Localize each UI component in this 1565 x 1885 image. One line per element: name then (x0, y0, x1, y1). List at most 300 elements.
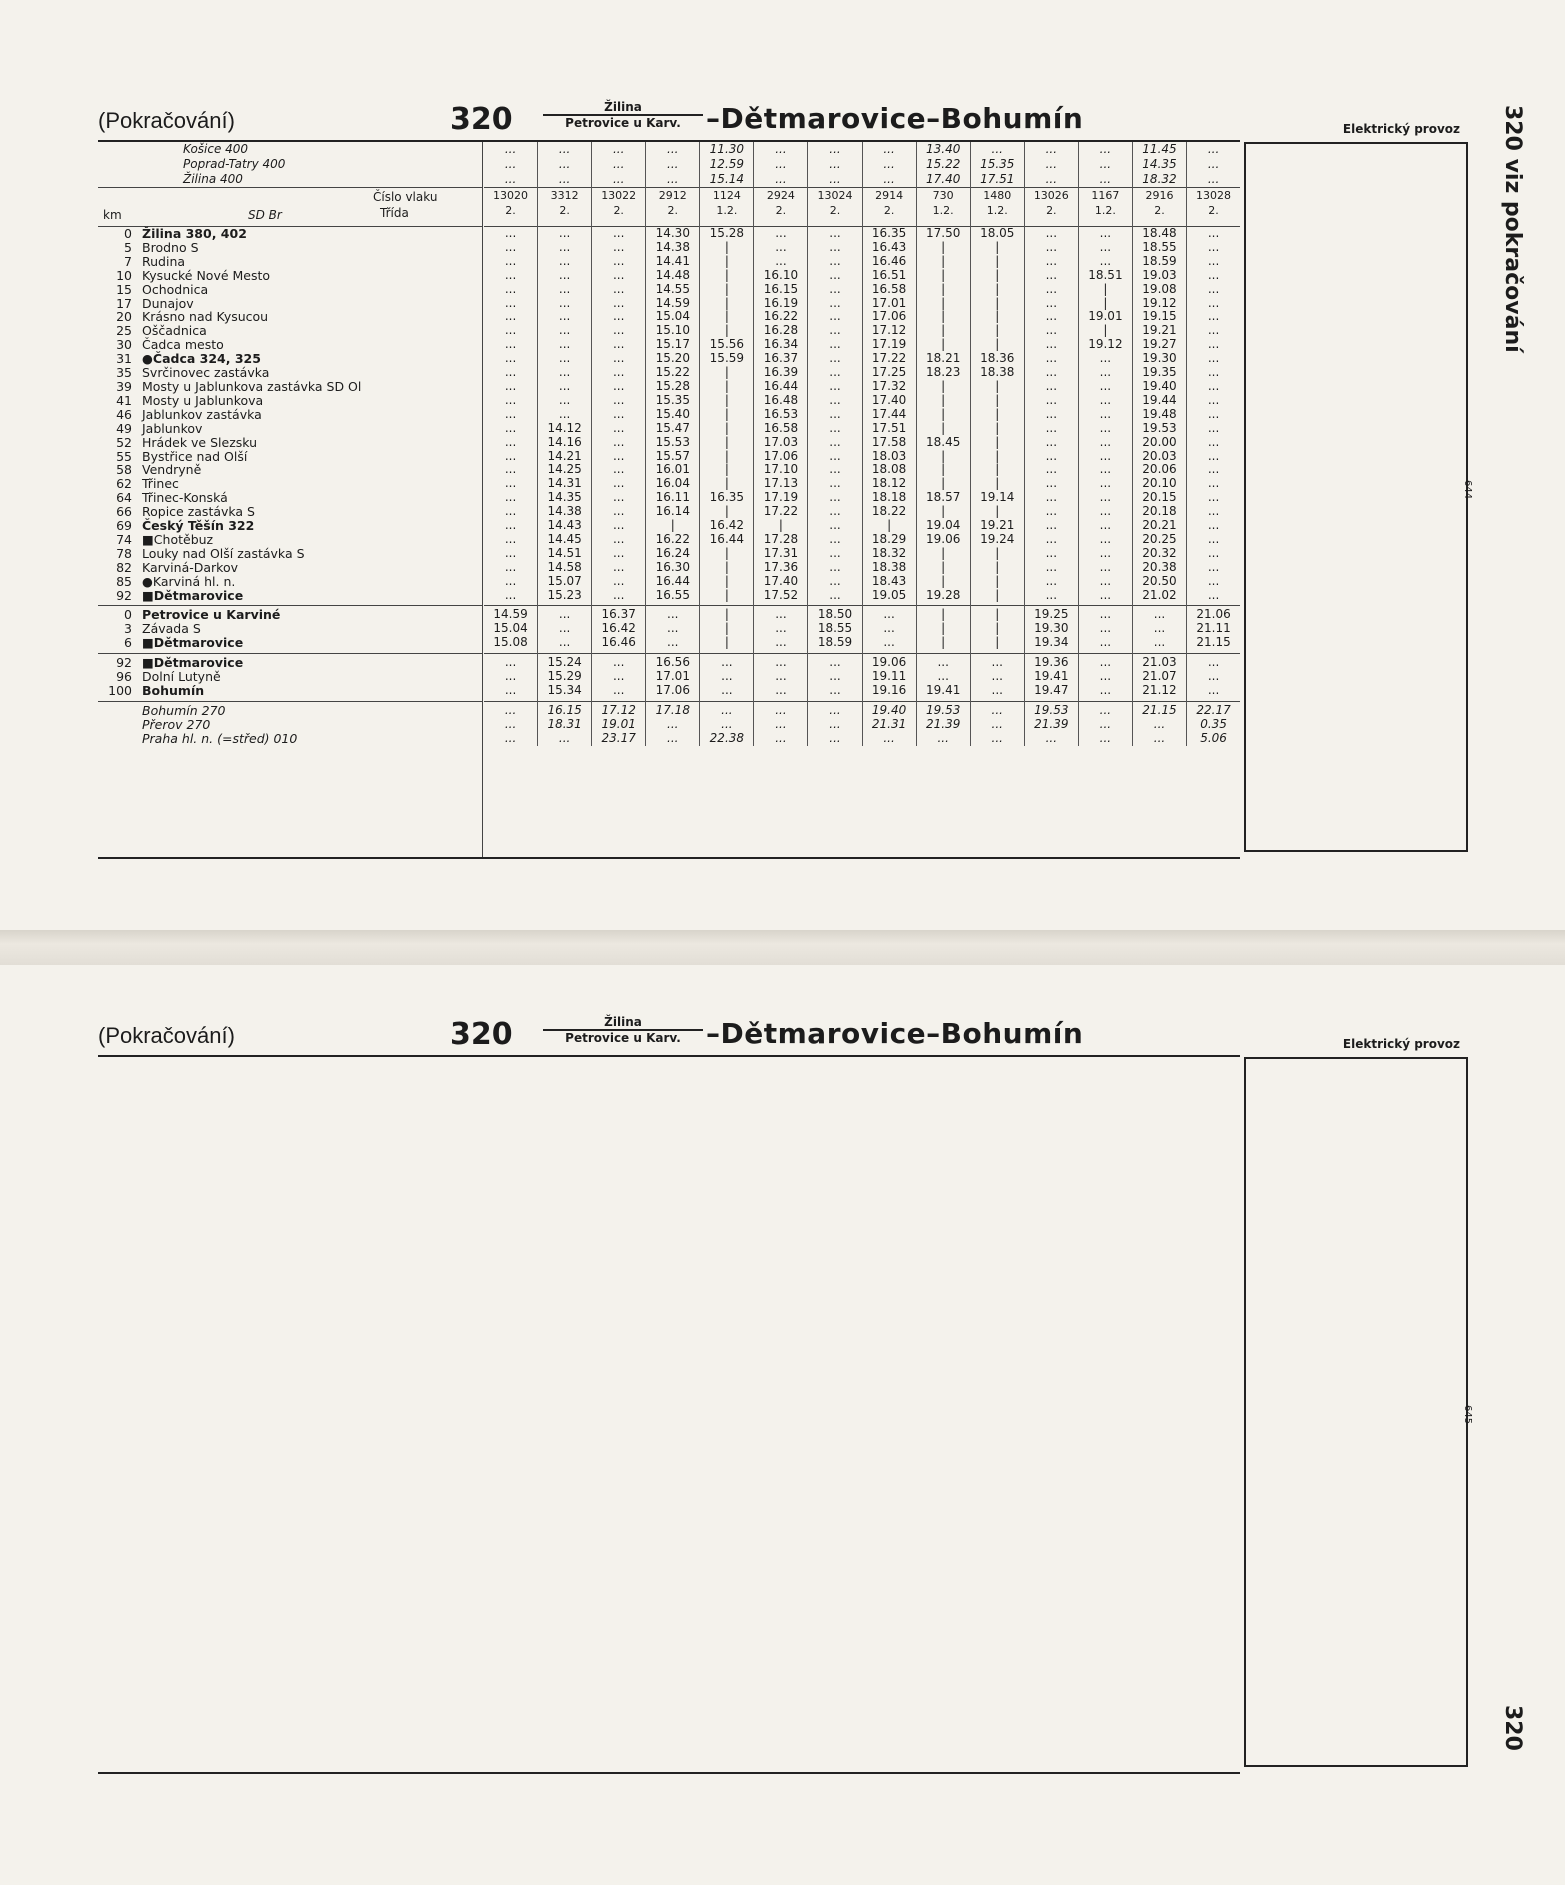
time-cell: | (941, 504, 946, 519)
time-cell: 15.56 (709, 337, 745, 352)
time-group (592, 227, 645, 602)
time-cell: 17.06 (763, 448, 799, 463)
time-cell: 14.25 (547, 462, 582, 477)
tail-time-group (754, 653, 807, 698)
bottom-notes (1244, 1057, 1468, 1767)
time-cell: ... (504, 420, 517, 435)
time-cell: ... (612, 239, 625, 254)
station-km: 69 (116, 518, 132, 534)
time-cell: ... (612, 337, 625, 352)
time-cell: ... (1045, 587, 1058, 602)
station-group (98, 227, 482, 602)
station-name: Jablunkov (142, 420, 203, 436)
prev-time: ... (1099, 172, 1112, 186)
time-cell: 17.03 (763, 434, 799, 449)
station-name: Dolní Lutyně (142, 669, 221, 685)
time-cell: | (941, 337, 946, 352)
time-cell: | (995, 323, 1000, 338)
time-cell: 17.25 (871, 365, 907, 380)
connection-row (98, 732, 482, 746)
time-cell: ... (504, 351, 517, 366)
prev-time: ... (1045, 172, 1058, 186)
time-cell: 19.14 (980, 490, 1015, 505)
time-cell: | (995, 406, 1000, 421)
time-cell: | (995, 337, 1000, 352)
connection-row (98, 704, 482, 718)
connection-time-group (1079, 701, 1132, 746)
time-cell: | (724, 392, 729, 407)
train-column (754, 142, 808, 746)
connection-time-group (1187, 701, 1240, 746)
station-km: 92 (116, 587, 132, 603)
time-cell: ... (829, 518, 841, 533)
time-cell: ... (1207, 295, 1220, 310)
time-cell: 14.38 (655, 239, 690, 254)
time-cell: 14.38 (547, 504, 582, 519)
time-cell: ... (612, 226, 625, 240)
time-cell: ... (1045, 323, 1058, 338)
train-prev-times (971, 142, 1024, 188)
time-cell: 19.30 (1034, 621, 1069, 636)
prev-time: ... (883, 172, 895, 186)
time-cell: ... (504, 559, 517, 574)
sd-label: SD Br (248, 208, 282, 222)
prev-time: ... (667, 157, 679, 171)
time-cell: | (724, 253, 729, 268)
time-group (1187, 227, 1240, 602)
station-name: Vendryně (142, 462, 202, 478)
time-cell: ... (829, 406, 841, 421)
time-cell: ... (1207, 587, 1220, 602)
time-cell: ... (883, 730, 895, 745)
time-cell: 19.44 (1142, 392, 1177, 407)
prev-time: ... (883, 157, 895, 171)
time-cell: ... (1045, 351, 1058, 366)
time-cell: 16.35 (709, 490, 745, 505)
time-cell: ... (558, 392, 571, 407)
station-row (98, 656, 482, 670)
train-number: 730 (932, 189, 954, 202)
time-cell: 16.19 (763, 295, 799, 310)
station-row (98, 310, 482, 324)
time-cell: ... (1099, 434, 1112, 449)
time-cell: ... (1207, 559, 1220, 574)
time-cell: ... (504, 239, 517, 254)
branch-time-group (971, 605, 1024, 650)
station-name: Kysucké Nové Mesto (142, 267, 271, 283)
prev-time: 18.32 (1142, 172, 1177, 186)
time-cell: 17.40 (871, 392, 907, 407)
time-cell: 19.35 (1142, 365, 1177, 380)
time-cell: ... (775, 683, 787, 697)
time-cell: ... (721, 669, 733, 684)
time-cell: ... (558, 323, 571, 338)
time-cell: 14.43 (547, 518, 582, 533)
train-number-label: Číslo vlaku (373, 190, 438, 204)
time-cell: ... (558, 378, 571, 393)
time-cell: ... (1099, 239, 1112, 254)
time-cell: | (778, 518, 783, 533)
station-name: Třinec-Konská (142, 490, 228, 506)
time-cell: | (941, 448, 946, 463)
time-cell: | (941, 621, 946, 636)
time-cell: ... (1045, 490, 1058, 505)
time-cell: ... (1207, 253, 1220, 268)
time-cell: | (995, 476, 1000, 491)
time-cell: 15.47 (655, 420, 690, 435)
connection-name: Přerov 270 (142, 716, 211, 732)
time-cell: ... (829, 476, 841, 491)
time-cell: | (941, 607, 946, 622)
station-name: Jablunkov zastávka (142, 406, 262, 422)
station-km: 39 (116, 378, 132, 394)
train-column (700, 142, 754, 746)
train-column (1133, 142, 1187, 746)
time-cell: 16.37 (763, 351, 799, 366)
time-group (538, 227, 591, 602)
train-number: 1480 (983, 189, 1012, 202)
time-cell: ... (829, 655, 841, 670)
train-column (646, 142, 700, 746)
time-cell: 14.12 (547, 420, 582, 435)
time-cell: ... (1099, 587, 1112, 602)
station-km: 10 (116, 267, 132, 283)
station-name: Oščadnica (142, 323, 207, 339)
time-group (754, 227, 807, 602)
time-cell: ... (1045, 476, 1058, 491)
branch-time-group (646, 605, 699, 650)
time-cell: ... (1045, 406, 1058, 421)
station-row (98, 477, 482, 491)
time-cell: ... (829, 587, 841, 602)
time-cell: 19.30 (1142, 351, 1177, 366)
time-cell: 18.57 (925, 490, 961, 505)
station-name: Louky nad Olší zastávka S (142, 545, 305, 561)
top-timetable (98, 140, 1240, 859)
time-cell: ... (558, 267, 571, 282)
train-prev-times (1079, 142, 1132, 188)
time-cell: 19.48 (1142, 406, 1177, 421)
time-cell: 19.12 (1088, 337, 1123, 352)
time-cell: 16.04 (655, 476, 690, 491)
prev-time: ... (829, 157, 841, 171)
station-km: 66 (116, 504, 132, 520)
branch-time-group (808, 605, 861, 650)
time-cell: 16.28 (763, 323, 799, 338)
time-cell: 14.58 (547, 559, 582, 574)
time-cell: ... (558, 365, 571, 380)
time-cell: 18.32 (871, 545, 907, 560)
time-cell: ... (829, 716, 841, 731)
prev-time: ... (991, 142, 1003, 156)
prev-time: 11.45 (1142, 142, 1177, 156)
time-cell: ... (667, 635, 679, 650)
time-cell: ... (1099, 406, 1112, 421)
time-cell: 16.39 (763, 365, 799, 380)
time-cell: 20.10 (1142, 476, 1177, 491)
station-km: 85 (116, 573, 132, 589)
electric-traction-label: Elektrický provoz (1342, 122, 1460, 136)
time-cell: 14.16 (547, 434, 582, 449)
station-row (98, 636, 482, 650)
time-cell: ... (1207, 504, 1220, 519)
time-cell: 16.15 (547, 702, 582, 717)
time-cell: ... (504, 226, 517, 240)
station-km: 100 (108, 683, 132, 698)
station-km: 0 (124, 226, 132, 241)
time-cell: 18.59 (817, 635, 853, 650)
train-prev-times (863, 142, 916, 188)
time-cell: | (995, 545, 1000, 560)
time-cell: ... (504, 267, 517, 282)
time-cell: 18.21 (925, 351, 961, 366)
train-column (592, 142, 646, 746)
time-cell: 16.22 (763, 309, 799, 324)
prev-time: ... (1207, 142, 1220, 156)
time-cell: 21.02 (1142, 587, 1177, 602)
station-name: ■Dětmarovice (142, 635, 244, 651)
time-cell: ... (1045, 531, 1058, 546)
train-class: 2. (613, 204, 624, 217)
time-cell: ... (612, 559, 625, 574)
station-km: 62 (116, 476, 132, 492)
time-cell: ... (1099, 730, 1112, 745)
time-cell: ... (1207, 378, 1220, 393)
station-km: 25 (116, 323, 132, 339)
time-cell: 19.53 (925, 702, 961, 717)
time-cell: ... (504, 573, 517, 588)
train-head (484, 188, 537, 227)
page-number: 644 (1462, 480, 1473, 500)
time-cell: | (995, 587, 1000, 602)
time-cell: 18.08 (871, 462, 907, 477)
station-name: ■Chotěbuz (142, 531, 214, 547)
time-cell: 17.01 (871, 295, 907, 310)
time-cell: ... (937, 730, 949, 745)
train-prev-times (646, 142, 699, 188)
train-prev-times (1133, 142, 1186, 188)
time-cell: ... (1207, 226, 1220, 240)
time-cell: ... (991, 702, 1003, 717)
time-cell: ... (1207, 490, 1220, 505)
train-number: 2914 (875, 189, 904, 202)
time-cell: | (941, 573, 946, 588)
prev-time: ... (775, 142, 787, 156)
time-cell: ... (504, 448, 517, 463)
branch-time-group (484, 605, 537, 650)
previous-station: Poprad-Tatry 400 (183, 157, 286, 171)
station-group (98, 605, 482, 650)
time-cell: 17.58 (871, 434, 907, 449)
tail-time-group (917, 653, 970, 698)
connection-group (98, 701, 482, 746)
train-column (917, 142, 971, 746)
time-cell: ... (612, 531, 625, 546)
time-cell: 16.43 (871, 239, 907, 254)
time-cell: ... (883, 635, 895, 650)
time-cell: ... (1099, 504, 1112, 519)
time-cell: | (724, 434, 729, 449)
station-km: 41 (116, 392, 132, 408)
time-cell: ... (1099, 351, 1112, 366)
train-class: 2. (1154, 204, 1165, 217)
time-cell: ... (1153, 716, 1166, 731)
time-cell: 18.18 (871, 490, 907, 505)
time-cell: ... (775, 669, 787, 684)
time-cell: ... (504, 434, 517, 449)
time-cell: 15.59 (709, 351, 745, 366)
time-cell: 14.30 (655, 226, 690, 240)
station-row (98, 227, 482, 241)
station-row (98, 608, 482, 622)
prev-time: ... (1045, 157, 1058, 171)
time-cell: ... (1099, 518, 1112, 533)
station-name: Český Těšín 322 (142, 518, 255, 534)
time-cell: ... (829, 669, 841, 684)
time-cell: ... (612, 267, 625, 282)
train-column (808, 142, 862, 746)
column-header (98, 188, 482, 227)
time-cell: 17.06 (655, 683, 690, 697)
prev-time: ... (612, 142, 625, 156)
branch-time-group (1187, 605, 1240, 650)
station-name: Bystřice nad Olší (142, 448, 248, 464)
time-cell: 16.44 (709, 531, 745, 546)
connection-time-group (538, 701, 591, 746)
time-cell: 18.38 (871, 559, 907, 574)
time-cell: 19.40 (1142, 378, 1177, 393)
time-cell: ... (829, 378, 841, 393)
time-cell: ... (1207, 531, 1220, 546)
tail-time-group (538, 653, 591, 698)
time-cell: | (995, 267, 1000, 282)
time-cell: 18.22 (871, 504, 907, 519)
time-cell: 18.45 (925, 434, 961, 449)
time-cell: ... (1045, 434, 1058, 449)
time-cell: ... (1099, 448, 1112, 463)
time-cell: ... (829, 253, 841, 268)
time-cell: 16.34 (763, 337, 799, 352)
train-class: 1.2. (986, 204, 1008, 217)
time-cell: | (724, 476, 729, 491)
branch-time-group (1133, 605, 1186, 650)
time-cell: 15.20 (655, 351, 690, 366)
prev-time: ... (667, 142, 679, 156)
time-cell: 17.13 (763, 476, 799, 491)
train-prev-times (1025, 142, 1078, 188)
time-cell: ... (829, 337, 841, 352)
time-cell: ... (1045, 239, 1058, 254)
time-cell: 19.24 (980, 531, 1015, 546)
time-cell: ... (667, 716, 679, 731)
time-cell: | (941, 392, 946, 407)
time-cell: 16.22 (655, 531, 690, 546)
time-cell: 21.15 (1142, 702, 1177, 717)
time-cell: ... (612, 504, 625, 519)
time-cell: 18.43 (871, 573, 907, 588)
time-cell: ... (721, 716, 733, 731)
time-cell: ... (1207, 351, 1220, 366)
km-label: km (103, 208, 122, 222)
time-cell: 19.08 (1142, 281, 1177, 296)
tail-time-group (1025, 653, 1078, 698)
train-class: 1.2. (716, 204, 738, 217)
time-cell: ... (1207, 434, 1220, 449)
time-cell: ... (1207, 239, 1220, 254)
time-cell: ... (558, 730, 571, 745)
connection-row (98, 718, 482, 732)
time-cell: 15.53 (655, 434, 690, 449)
time-cell: 19.01 (1088, 309, 1123, 324)
station-name: Ropice zastávka S (142, 504, 255, 520)
time-cell: ... (883, 607, 895, 622)
station-row (98, 269, 482, 283)
time-cell: ... (937, 655, 949, 670)
time-cell: ... (1207, 476, 1220, 491)
station-row (98, 450, 482, 464)
time-cell: | (995, 309, 1000, 324)
time-cell: ... (558, 281, 571, 296)
station-name: ●Karviná hl. n. (142, 573, 236, 589)
time-cell: 16.46 (871, 253, 907, 268)
time-cell: 20.32 (1142, 545, 1177, 560)
time-cell: | (724, 635, 729, 650)
side-label: 320 (1500, 1705, 1525, 1751)
time-cell: ... (504, 281, 517, 296)
station-row (98, 533, 482, 547)
time-cell: ... (667, 607, 679, 622)
time-cell: 18.36 (980, 351, 1015, 366)
time-cell: | (995, 573, 1000, 588)
time-cell: 15.04 (655, 309, 690, 324)
time-cell: | (724, 545, 729, 560)
time-cell: 17.19 (763, 490, 799, 505)
time-cell: ... (612, 587, 625, 602)
time-cell: ... (1207, 655, 1220, 670)
station-name: Svrčinovec zastávka (142, 365, 270, 381)
fraction-bottom: Petrovice u Karv. (565, 1031, 681, 1045)
page-number: 645 (1462, 1405, 1473, 1425)
time-cell: ... (558, 621, 571, 636)
time-cell: 19.40 (871, 702, 907, 717)
time-cell: ... (721, 702, 733, 717)
station-km: 7 (124, 253, 132, 269)
station-row (98, 297, 482, 311)
top-page (0, 0, 1565, 930)
time-cell: 18.50 (817, 607, 853, 622)
time-cell: | (724, 448, 729, 463)
time-cell: 19.36 (1034, 655, 1069, 670)
fraction-bottom: Petrovice u Karv. (565, 116, 681, 130)
tail-time-group (808, 653, 861, 698)
time-cell: ... (612, 683, 625, 697)
train-head (1187, 188, 1240, 227)
time-cell: ... (1099, 490, 1112, 505)
connection-time-group (917, 701, 970, 746)
time-cell: ... (1045, 253, 1058, 268)
time-cell: ... (1153, 607, 1166, 622)
time-group (971, 227, 1024, 602)
time-cell: ... (1207, 337, 1220, 352)
prev-time: ... (558, 157, 571, 171)
time-cell: ... (612, 281, 625, 296)
time-cell: 20.18 (1142, 504, 1177, 519)
time-cell: ... (1099, 462, 1112, 477)
time-cell: 20.00 (1142, 434, 1177, 449)
time-cell: | (724, 420, 729, 435)
time-cell: | (941, 253, 946, 268)
time-cell: | (941, 462, 946, 477)
